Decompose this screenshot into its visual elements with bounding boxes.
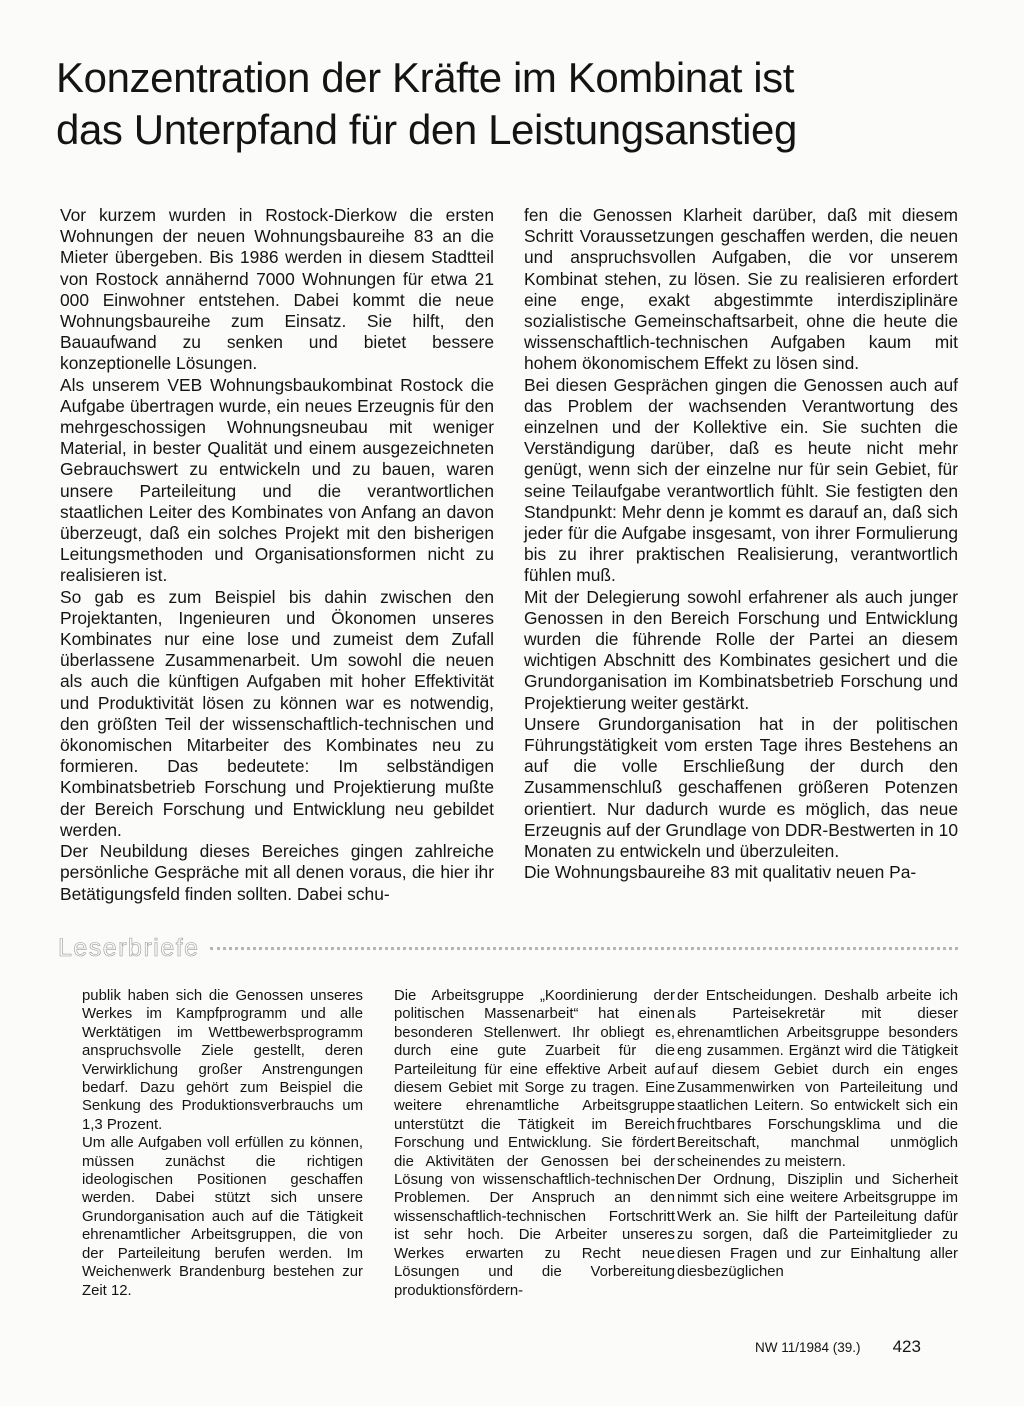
paragraph: Um alle Aufgaben voll erfüllen zu können, müssen zunächst die richtigen ideologischen Positionen geschaffen werden. Dabei stützt sich unsere Grundorganisation auch auf die Tätigkeit ehrenamtlicher Arbeitsgruppen, die von der Parteileitung berufen werden. Im Weichenwerk Brandenburg bestehen zur Zeit 12. [82, 1135, 363, 1299]
article-column-right [524, 205, 958, 884]
paragraph: Die Arbeitsgruppe „Koordinierung der politischen Massenarbeit“ hat einen besonderen Stellenwert. Ihr obliegt es, durch eine gute Zuarbeit für die Parteileitung für eine effektive Arbeit auf diesem Gebiet mit Sorge zu tragen. Eine weitere ehrenamtliche Arbeitsgruppe unterstützt die Tätigkeit im Bereich Forschung und Entwicklung. Sie fördert die Aktivitäten der Genossen bei der Lösung von wissenschaftlich-technischen Problemen. Der Anspruch an den wissenschaftlich-technischen Fortschritt ist sehr hoch. Die Arbeiter unseres Werkes erwarten zu Recht neue Lösungen und die Vorbereitung produktionsfördern- [394, 988, 675, 1299]
paragraph: Unsere Grundorganisation hat in der politischen Führungstätigkeit vom ersten Tage ihres Bestehens an auf die volle Erschließung der durch den Zusammenschluß geschaffenen größeren Potenzen orientiert. Nur dadurch wurde es möglich, das neue Erzeugnis auf der Grundlage von DDR-Bestwerten in 10 Monaten zu entwickeln und überzuleiten. [524, 713, 958, 862]
paragraph: So gab es zum Beispiel bis dahin zwischen den Projektanten, Ingenieuren und Ökonomen unseres Kombinates nur eine lose und zumeist dem Zufall überlassene Zusammenarbeit. Um sowohl die neuen als auch die künftigen Aufgaben mit hoher Effektivität und Produktivität lösen zu können war es notwendig, den größten Teil der wissenschaftlich-technischen und ökonomischen Mitarbeiter des Kombinates neu zu formieren. Das bedeutete: Im selbständigen Kombinatsbetrieb Forschung und Projektierung mußte der Bereich Forschung und Entwicklung neu gebildet werden. [60, 586, 494, 840]
paragraph: fen die Genossen Klarheit darüber, daß mit diesem Schritt Voraussetzungen geschaffen werden, die neuen und anspruchsvollen Aufgaben, die vor unserem Kombinat stehen, zu lösen. Sie zu realisieren erfordert eine enge, exakt abgestimmte interdisziplinäre sozialistische Gemeinschaftsarbeit, ohne die heute die wissenschaftlich-technischen Aufgaben kaum mit hohem ökonomischem Effekt zu lösen sind. [524, 205, 958, 374]
letters-column-2 [394, 987, 675, 1300]
page-number: 423 [892, 1337, 921, 1356]
paragraph: Der Neubildung dieses Bereiches gingen zahlreiche persönliche Gespräche mit all denen voraus, die hier ihr Betätigungsfeld finden sollten. Dabei schu- [60, 841, 494, 904]
paragraph: Die Wohnungsbaureihe 83 mit qualitativ neuen Pa- [524, 862, 917, 883]
page-footer [755, 1337, 921, 1357]
paragraph: Der Ordnung, Disziplin und Sicherheit nimmt sich eine weitere Arbeitsgruppe im Werk an. Sie hilft der Parteileitung dafür zu sorgen, daß die Parteimitglieder zu diesen Fragen und zur Einhaltung aller diesbezüglichen [677, 1172, 958, 1281]
paragraph: der Entscheidungen. Deshalb arbeite ich als Parteisekretär mit dieser ehrenamtlichen Arbeitsgruppe besonders eng zusammen. Ergänzt wird die Tätigkeit auf diesem Gebiet durch ein enges Zusammenwirken von Parteileitung und staatlichen Leitern. So entwickelt sich ein fruchtbares Forschungsklima und die Bereitschaft, manchmal unmöglich scheinendes zu meistern. [677, 988, 958, 1170]
letters-column-1 [82, 987, 363, 1300]
section-divider [58, 933, 958, 963]
paragraph: Als unserem VEB Wohnungsbaukombinat Rostock die Aufgabe übertragen wurde, ein neues Erzeugnis für den mehrgeschossigen Wohnungsneubau mit weniger Material, in bester Qualität und einem ausgezeichneten Gebrauchswert zu entwickeln und zu bauen, waren unsere Parteileitung und die verantwortlichen staatlichen Leiter des Kombinates von Anfang an davon überzeugt, daß ein solches Projekt mit den bisherigen Leitungsmethoden und Organisationsformen nicht zu realisieren ist. [60, 374, 494, 586]
paragraph: Vor kurzem wurden in Rostock-Dierkow die ersten Wohnungen der neuen Wohnungsbaureihe 83 an die Mieter übergeben. Bis 1986 werden in diesem Stadtteil von Rostock annähernd 7000 Wohnungen für etwa 21 000 Einwohner entstehen. Dabei kommt die neue Wohnungsbaureihe zum Einsatz. Sie hilft, den Bauaufwand zu senken und bietet bessere konzeptionelle Lösungen. [60, 205, 494, 374]
section-label-leserbriefe: Leserbriefe [58, 933, 200, 962]
paragraph: publik haben sich die Genossen unseres Werkes im Kampfprogramm und alle Werktätigen im Wettbewerbsprogramm anspruchsvolle Ziele gestellt, deren Verwirklichung großer Anstrengungen bedarf. Dazu gehört zum Beispiel die Senkung des Produktionsverbrauchs um 1,3 Prozent. [82, 988, 363, 1133]
paragraph: Bei diesen Gesprächen gingen die Genossen auch auf das Problem der wachsenden Verantwortung des einzelnen und der Kollektive ein. Sie suchten die Verständigung darüber, daß es heute nicht mehr genügt, wenn sich der einzelne nur für sein Gebiet, für seine Teilaufgabe verantwortlich fühlt. Sie festigten den Standpunkt: Mehr denn je kommt es darauf an, daß sich jeder für die Aufgabe insgesamt, von ihrer Formulierung bis zu ihrer praktischen Realisierung, verantwortlich fühlen muß. [524, 374, 958, 586]
article-headline [56, 52, 956, 156]
headline-line-1: Konzentration der Kräfte im Kombinat ist [56, 54, 795, 101]
headline-line-2: das Unterpfand für den Leistungsanstieg [56, 106, 797, 153]
paragraph: Mit der Delegierung sowohl erfahrener als auch junger Genossen in den Bereich Forschung und Entwicklung wurden die führende Rolle der Partei an diesem wichtigen Abschnitt des Kombinates gesichert und die Grundorganisation im Kombinatsbetrieb Forschung und Projektierung weiter gestärkt. [524, 586, 958, 713]
issue-reference: NW 11/1984 (39.) [755, 1340, 861, 1355]
letters-column-3 [677, 987, 958, 1282]
dotted-rule [210, 947, 958, 950]
article-column-left [60, 205, 494, 905]
